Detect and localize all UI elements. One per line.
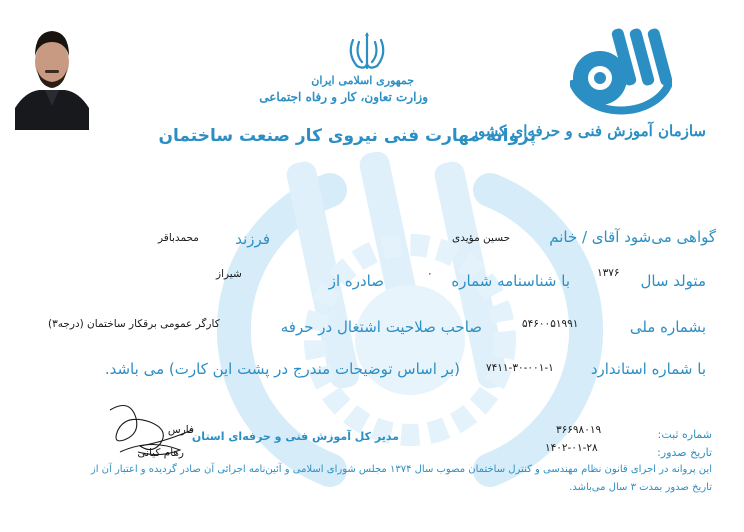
person-silhouette-icon: [15, 12, 89, 130]
child-of-label: فرزند: [235, 230, 270, 248]
legal-line2: تاریخ صدور بمدت ۳ سال می‌باشد.: [569, 482, 712, 493]
director-title: مدیر کل آموزش فنی و حرفه‌ای استان: [191, 430, 399, 443]
standard-suffix: (بر اساس توضیحات مندرج در پشت این کارت) می باشد.: [104, 360, 460, 378]
national-code-label: بشماره ملی: [629, 318, 706, 336]
province: فارس: [167, 424, 194, 436]
birth-year-label: متولد سال: [640, 272, 706, 290]
ministry-line2: وزارت تعاون، کار و رفاه اجتماعی: [259, 90, 428, 104]
issue-date-label: تاریخ صدور:: [657, 446, 712, 459]
tvto-logo-icon: [570, 26, 672, 118]
certify-label: گواهی می‌شود آقای / خانم: [549, 228, 716, 246]
holder-name: حسین مؤیدی: [452, 232, 511, 244]
father-name: محمدباقر: [158, 232, 199, 244]
issue-date: ۱۴۰۲-۰۱-۲۸: [545, 442, 598, 454]
occupation: کارگر عمومی برقکار ساختمان (درجه۳): [48, 318, 220, 330]
issued-from-label: صادره از: [328, 272, 384, 290]
iran-emblem-icon: [345, 30, 389, 74]
issued-from: شیراز: [216, 268, 242, 280]
legal-line1: این پروانه در اجرای قانون نظام مهندسی و کنترل ساختمان مصوب سال ۱۳۷۴ مجلس شورای اسلامی و آئین‌نامه اجرائی آن صادر گردیده و اعتبار آن از: [90, 464, 712, 475]
ministry-line1: جمهوری اسلامی ایران: [311, 74, 414, 87]
birth-year: ۱۳۷۶: [597, 267, 620, 279]
id-number-label: با شناسنامه شماره: [451, 272, 570, 290]
organization-name: سازمان آموزش فنی و حرفه‌ای کشور: [470, 122, 706, 140]
holder-photo: [15, 12, 89, 130]
reg-number: ۳۶۶۹۸۰۱۹: [556, 424, 602, 436]
director-name: رهام کیانی: [137, 447, 184, 459]
id-number: ۰: [427, 268, 433, 280]
standard-label: با شماره استاندارد: [590, 360, 706, 378]
reg-number-label: شماره ثبت:: [657, 428, 712, 441]
qualified-label: صاحب صلاحیت اشتغال در حرفه: [280, 318, 482, 336]
standard-number: ۷۴۱۱-۳۰-۰۰۱-۱: [486, 362, 554, 374]
national-code: ۵۴۶۰۰۵۱۹۹۱: [522, 318, 579, 330]
certificate-title: پروانه مهارت فنی نیروی کار صنعت ساختمان: [158, 126, 536, 146]
